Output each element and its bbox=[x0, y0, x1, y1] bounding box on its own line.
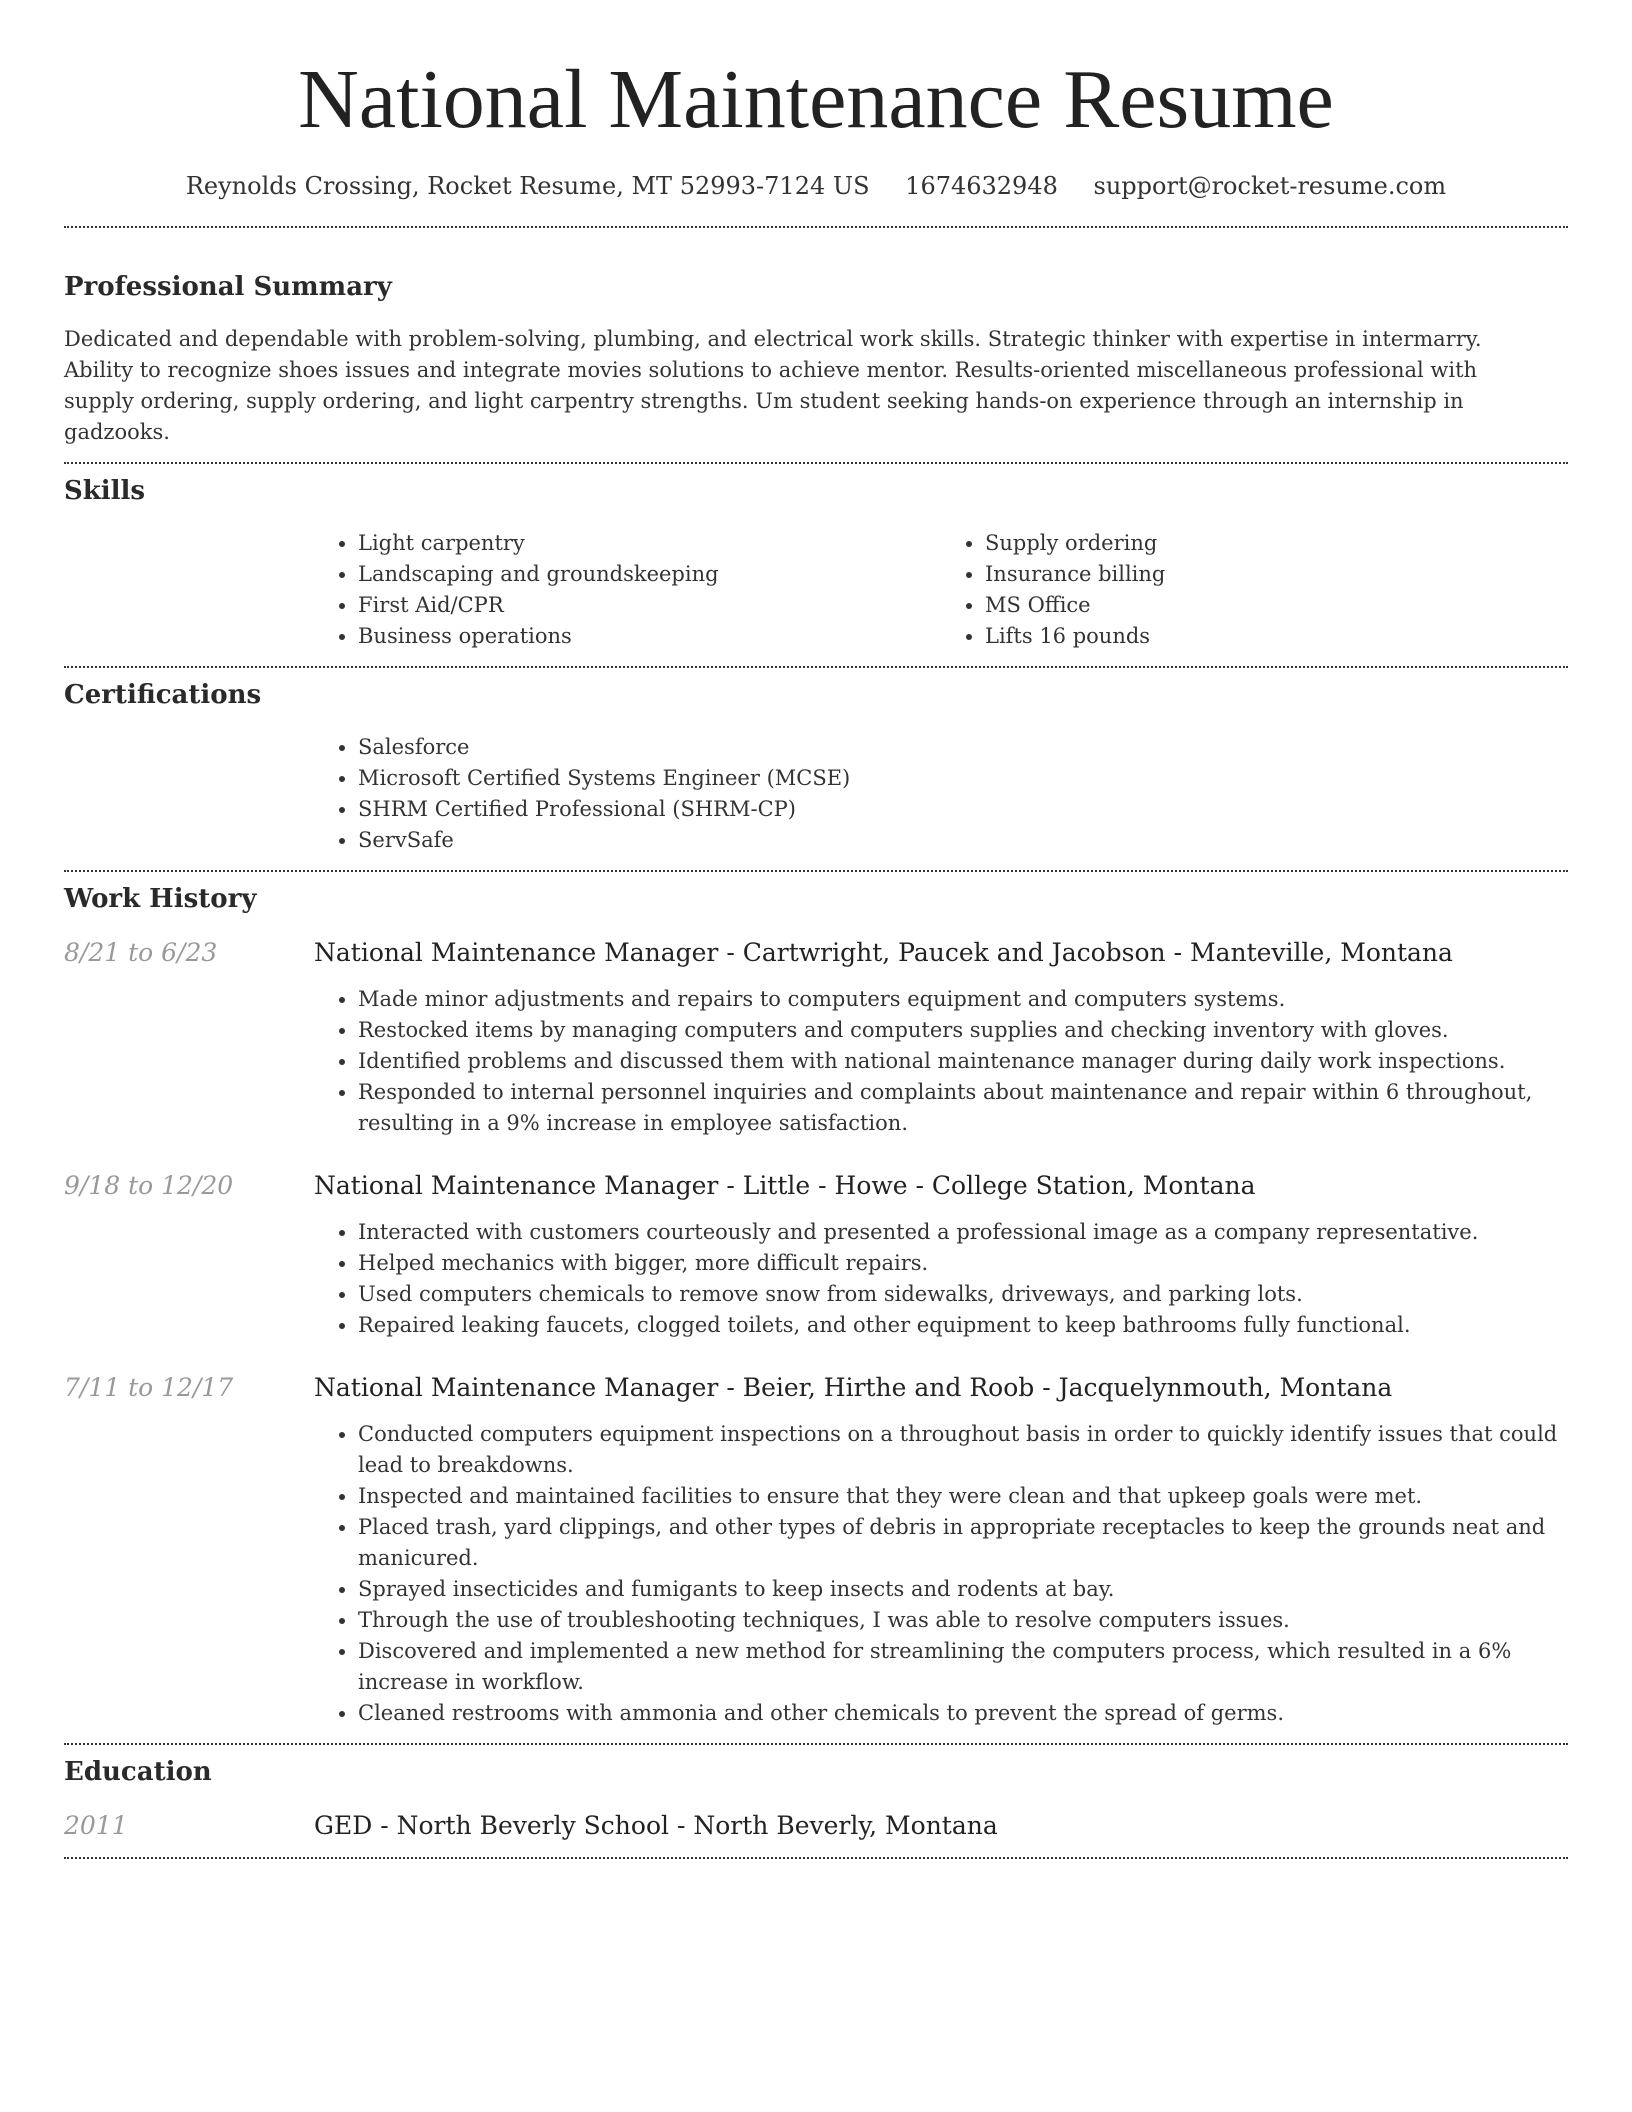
skill-item: • Landscaping and groundskeeping bbox=[358, 559, 941, 590]
job-bullet: • Placed trash, yard clippings, and other types of debris in appropriate receptacles to keep the grounds neat and manicured. bbox=[358, 1512, 1568, 1574]
job-bullets bbox=[314, 1217, 1568, 1341]
skills-section bbox=[64, 474, 1568, 652]
resume-name: National Maintenance Resume bbox=[298, 53, 1334, 146]
job-entry bbox=[64, 1371, 1568, 1729]
job-bullet: • Conducted computers equipment inspections on a throughout basis in order to quickly identify issues that could lead to breakdowns. bbox=[358, 1419, 1568, 1481]
skills-column-right bbox=[941, 528, 1568, 652]
resume-page bbox=[64, 0, 1568, 1859]
job-bullet: • Identified problems and discussed them with national maintenance manager during daily work inspections. bbox=[358, 1046, 1568, 1077]
summary-text: Dedicated and dependable with problem-solving, plumbing, and electrical work skills. Strategic thinker with expertise in intermarry. Ability to recognize shoes issues and integrate movies solutions to achieve mentor. Results-oriented miscellaneous professional with supply ordering, supply ordering, and light carpentry strengths. Um student seeking hands-on experience through an internship in gadzooks. bbox=[64, 327, 1482, 444]
job-title: National Maintenance Manager - Cartwright, Paucek and Jacobson - Manteville, Montana bbox=[314, 938, 1453, 967]
job-entry bbox=[64, 1169, 1568, 1341]
education-year: 2011 bbox=[64, 1811, 128, 1840]
job-header bbox=[64, 1371, 1568, 1405]
job-title: National Maintenance Manager - Little - Howe - College Station, Montana bbox=[314, 1171, 1256, 1200]
skill-item: • Lifts 16 pounds bbox=[985, 621, 1568, 652]
section-title-skills: Skills bbox=[64, 476, 146, 506]
job-title: National Maintenance Manager - Beier, Hirthe and Roob - Jacquelynmouth, Montana bbox=[314, 1373, 1393, 1402]
divider bbox=[64, 462, 1568, 464]
divider bbox=[64, 226, 1568, 228]
job-bullet: • Through the use of troubleshooting techniques, I was able to resolve computers issues. bbox=[358, 1605, 1568, 1636]
contact-line bbox=[64, 170, 1568, 202]
job-bullet: • Helped mechanics with bigger, more difficult repairs. bbox=[358, 1248, 1568, 1279]
job-bullet: • Inspected and maintained facilities to ensure that they were clean and that upkeep goals were met. bbox=[358, 1481, 1568, 1512]
job-bullet: • Used computers chemicals to remove snow from sidewalks, driveways, and parking lots. bbox=[358, 1279, 1568, 1310]
education-detail: GED - North Beverly School - North Beverly, Montana bbox=[314, 1811, 998, 1840]
job-bullet: • Sprayed insecticides and fumigants to keep insects and rodents at bay. bbox=[358, 1574, 1568, 1605]
contact-email: support@rocket-resume.com bbox=[1093, 172, 1447, 200]
skills-list bbox=[314, 528, 1568, 652]
job-header bbox=[64, 1169, 1568, 1203]
skill-item: • Business operations bbox=[358, 621, 941, 652]
education-entry bbox=[64, 1809, 1568, 1843]
section-title-certifications: Certifications bbox=[64, 680, 262, 710]
job-bullet: • Restocked items by managing computers and computers supplies and checking inventory with gloves. bbox=[358, 1015, 1568, 1046]
certification-item: • SHRM Certified Professional (SHRM-CP) bbox=[358, 794, 1568, 825]
job-bullet: • Interacted with customers courteously and presented a professional image as a company representative. bbox=[358, 1217, 1568, 1248]
job-bullet: • Cleaned restrooms with ammonia and other chemicals to prevent the spread of germs. bbox=[358, 1698, 1568, 1729]
certification-item: • Salesforce bbox=[358, 732, 1568, 763]
job-bullet: • Repaired leaking faucets, clogged toilets, and other equipment to keep bathrooms fully functional. bbox=[358, 1310, 1568, 1341]
job-bullet: • Discovered and implemented a new method for streamlining the computers process, which resulted in a 6% increase in workflow. bbox=[358, 1636, 1568, 1698]
job-dates: 9/18 to 12/20 bbox=[64, 1171, 234, 1200]
certifications-section bbox=[64, 678, 1568, 856]
job-bullets bbox=[314, 1419, 1568, 1729]
skill-item: • MS Office bbox=[985, 590, 1568, 621]
job-dates: 8/21 to 6/23 bbox=[64, 938, 218, 967]
certification-item: • ServSafe bbox=[358, 825, 1568, 856]
job-entry bbox=[64, 936, 1568, 1139]
skill-item: • First Aid/CPR bbox=[358, 590, 941, 621]
contact-address: Reynolds Crossing, Rocket Resume, MT 52993-7124 US bbox=[185, 172, 870, 200]
certifications-list bbox=[314, 732, 1568, 856]
job-bullet: • Responded to internal personnel inquiries and complaints about maintenance and repair within 6 throughout, resulting in a 9% increase in employee satisfaction. bbox=[358, 1077, 1568, 1139]
job-bullet: • Made minor adjustments and repairs to computers equipment and computers systems. bbox=[358, 984, 1568, 1015]
skill-item: • Insurance billing bbox=[985, 559, 1568, 590]
job-bullets bbox=[314, 984, 1568, 1139]
summary-section bbox=[64, 270, 1568, 448]
job-dates: 7/11 to 12/17 bbox=[64, 1373, 234, 1402]
contact-phone: 1674632948 bbox=[905, 172, 1058, 200]
certification-item: • Microsoft Certified Systems Engineer (MCSE) bbox=[358, 763, 1568, 794]
divider bbox=[64, 666, 1568, 668]
work-history-section bbox=[64, 882, 1568, 1729]
skill-item: • Light carpentry bbox=[358, 528, 941, 559]
job-header bbox=[64, 936, 1568, 970]
education-section bbox=[64, 1755, 1568, 1843]
skill-item: • Supply ordering bbox=[985, 528, 1568, 559]
divider bbox=[64, 1857, 1568, 1859]
skills-column-left bbox=[314, 528, 941, 652]
divider bbox=[64, 870, 1568, 872]
section-title-work-history: Work History bbox=[64, 884, 257, 914]
divider bbox=[64, 1743, 1568, 1745]
section-title-summary: Professional Summary bbox=[64, 272, 392, 302]
section-title-education: Education bbox=[64, 1757, 212, 1787]
